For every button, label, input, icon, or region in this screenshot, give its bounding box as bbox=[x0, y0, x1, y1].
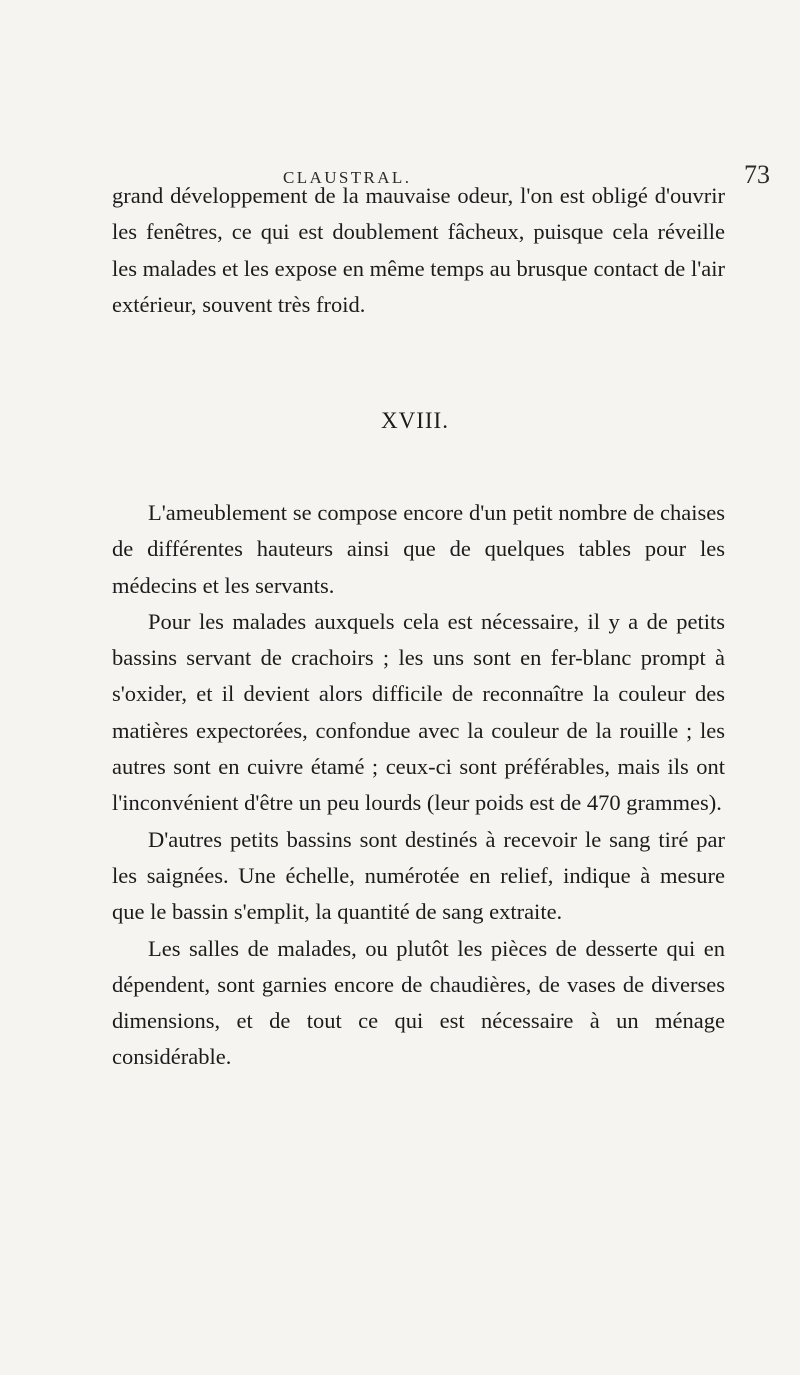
continuation-paragraph-block bbox=[112, 178, 725, 323]
paragraph-bleeding-basins: D'autres petits bassins sont destinés à recevoir le sang tiré par les saignées. Une échelle, numérotée en relief, indique à mesure que le bassin s'emplit, la quantité de sang extraite. bbox=[112, 826, 725, 925]
continuation-paragraph: grand développement de la mauvaise odeur, l'on est obligé d'ouvrir les fenêtres, ce qui est doublement fâcheux, puisque cela réveille les malades et les expose en même temps au brusque contact de l'air extérieur, souvent très froid. bbox=[112, 183, 725, 317]
paragraph-spittoons: Pour les malades auxquels cela est nécessaire, il y a de petits bassins servant de crachoirs ; les uns sont en fer-blanc prompt à s'oxider, et il devient alors difficile de reconnaître la couleur des matières expectorées, confondue avec la couleur de la rouille ; les autres sont en cuivre étamé ; ceux-ci sont préférables, mais ils ont l'inconvénient d'être un peu lourds (leur poids est de 470 grammes). bbox=[112, 608, 725, 816]
section-heading: XVIII. bbox=[381, 408, 449, 433]
page-number: 73 bbox=[744, 160, 770, 189]
paragraph-service-rooms: Les salles de malades, ou plutôt les pièces de desserte qui en dépendent, sont garnies encore de chaudières, de vases de diverses dimensions, et de tout ce qui est nécessaire à un ménage considérable. bbox=[112, 935, 725, 1070]
paragraph-furniture: L'ameublement se compose encore d'un petit nombre de chaises de différentes hauteurs ainsi que de quelques tables pour les médecins et les servants. bbox=[112, 500, 725, 598]
section-body bbox=[112, 495, 725, 1076]
running-head: CLAUSTRAL. bbox=[283, 168, 412, 187]
